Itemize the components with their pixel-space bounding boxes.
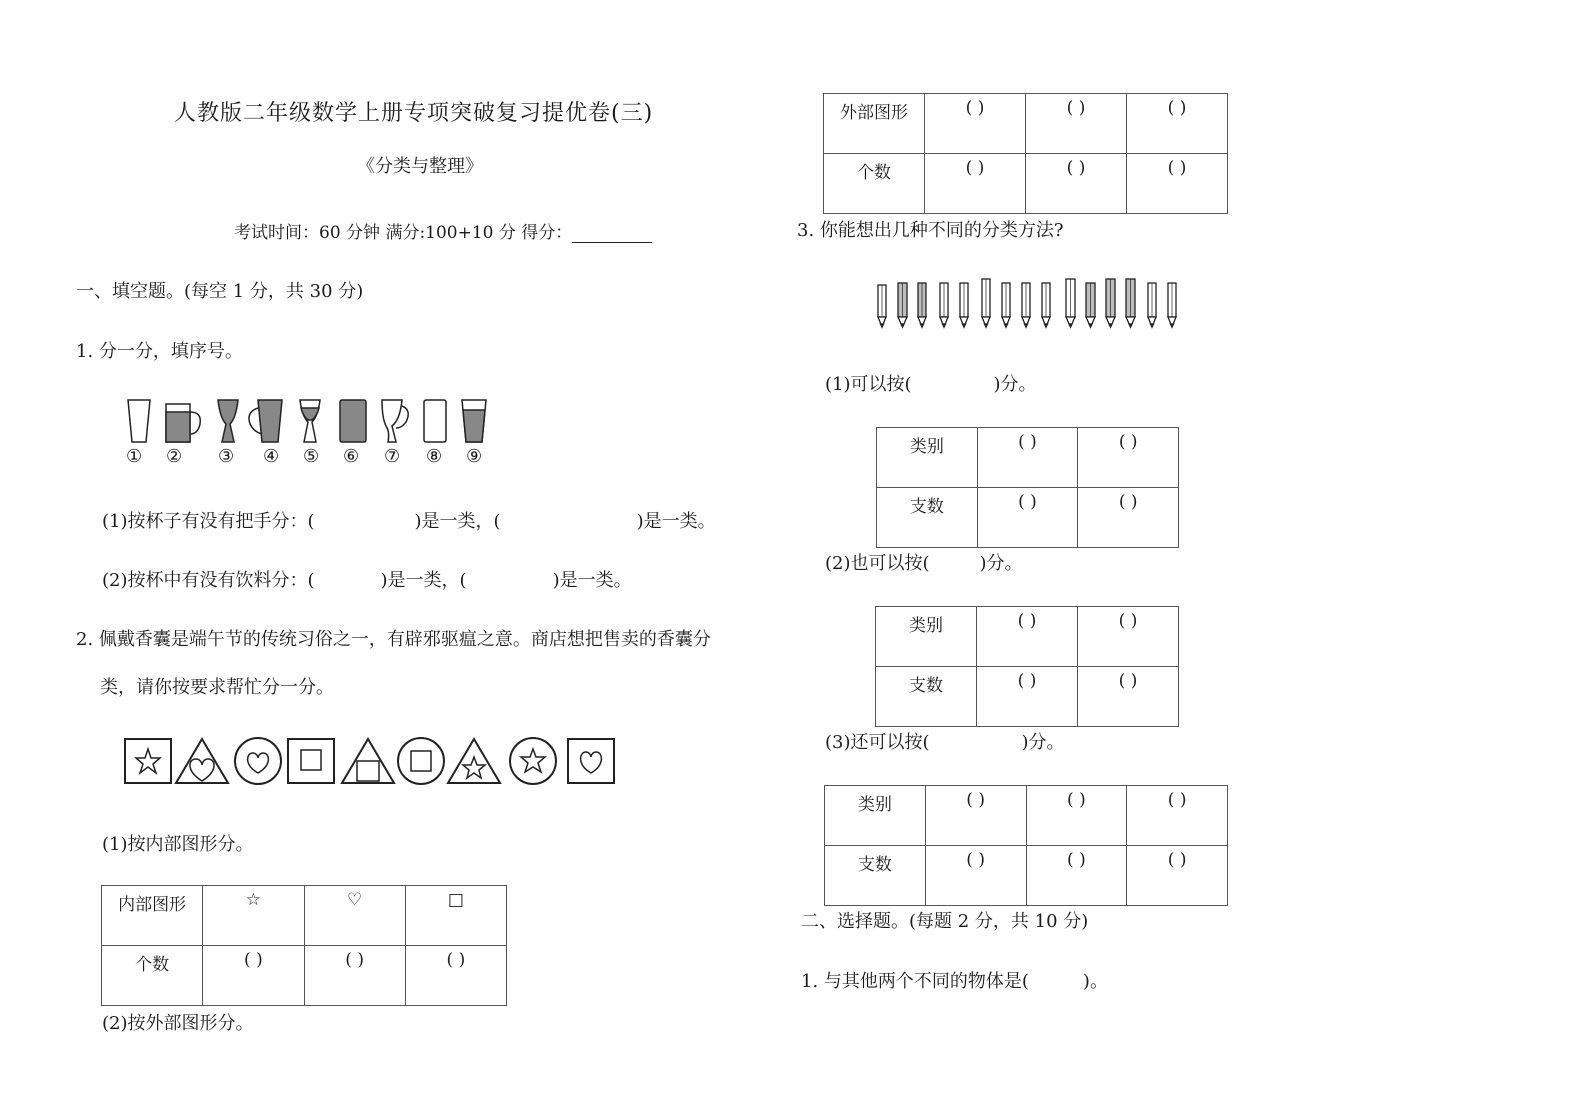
- cup-3: [218, 400, 238, 442]
- table-row: [825, 786, 1228, 846]
- table-row: [877, 428, 1179, 488]
- pencil-8: [1022, 283, 1030, 327]
- table-cell: 类别: [877, 428, 978, 488]
- q1-sub2-start: (2)按杯中有没有饮料分：(: [102, 570, 315, 591]
- triangle-square-sachet: [342, 739, 394, 783]
- table-cell: 外部图形: [824, 94, 925, 154]
- answer-cell[interactable]: ( ): [1078, 428, 1179, 488]
- answer-cell[interactable]: ( ): [1026, 94, 1127, 154]
- q3-sub1-start: (1)可以按(: [825, 374, 912, 395]
- square-star-sachet: [125, 739, 171, 783]
- q2-stem-line1: 2. 佩戴香囊是端午节的传统习俗之一，有辟邪驱瘟之意。商店想把售卖的香囊分: [76, 629, 711, 650]
- q1-stem: 1. 分一分，填序号。: [76, 341, 243, 362]
- answer-cell[interactable]: ( ): [1127, 846, 1228, 906]
- pencil-15: [1168, 283, 1176, 327]
- q1-sub1-start: (1)按杯子有没有把手分：(: [102, 511, 315, 532]
- outer-shape-table: [823, 93, 1228, 214]
- triangle-heart-sachet: [176, 739, 228, 783]
- table-cell: 类别: [876, 607, 977, 667]
- cup-number-2: ②: [166, 446, 183, 467]
- q3-sub2-start: (2)也可以按(: [825, 553, 930, 574]
- q3-sub2: [825, 549, 1023, 575]
- answer-cell[interactable]: ( ): [1026, 154, 1127, 214]
- pencil-5: [960, 283, 968, 327]
- answer-cell[interactable]: ( ): [1078, 488, 1179, 548]
- table-cell: □: [405, 886, 506, 946]
- answer-cell[interactable]: ( ): [1127, 154, 1228, 214]
- q1-sub2-mid: )是一类，(: [380, 570, 467, 591]
- section1-heading: 一、填空题。(每空 1 分，共 30 分): [76, 281, 364, 302]
- q2-sub1: (1)按内部图形分。: [102, 834, 254, 855]
- answer-cell[interactable]: ( ): [1127, 786, 1228, 846]
- section2-q1-end: )。: [1082, 971, 1108, 992]
- q1-sub1: [102, 507, 716, 533]
- answer-cell[interactable]: ( ): [925, 786, 1026, 846]
- cup-number-3: ③: [218, 446, 235, 467]
- table-cell: ♡: [304, 886, 405, 946]
- answer-cell[interactable]: ( ): [925, 154, 1026, 214]
- pencil-9: [1042, 283, 1050, 327]
- square-heart-sachet: [568, 739, 614, 783]
- table-cell: ☆: [203, 886, 304, 946]
- q3-stem: 3. 你能想出几种不同的分类方法?: [797, 220, 1064, 241]
- cup-7: [382, 400, 408, 442]
- cup-number-1: ①: [126, 446, 143, 467]
- pencil-11: [1086, 283, 1095, 327]
- cup-8: [424, 400, 446, 442]
- q3-sub2-end: )分。: [979, 553, 1023, 574]
- table-row: [824, 154, 1228, 214]
- answer-cell[interactable]: ( ): [304, 946, 405, 1006]
- q3-sub1-end: )分。: [993, 374, 1037, 395]
- table-row: [876, 607, 1179, 667]
- answer-cell[interactable]: ( ): [977, 607, 1078, 667]
- pencils-illustration: [876, 277, 1186, 333]
- table-row: [876, 667, 1179, 727]
- answer-cell[interactable]: ( ): [977, 428, 1078, 488]
- score-blank[interactable]: [572, 224, 652, 243]
- section2-q1-start: 1. 与其他两个不同的物体是(: [801, 971, 1029, 992]
- answer-cell[interactable]: ( ): [977, 667, 1078, 727]
- q3-sub3-start: (3)还可以按(: [825, 732, 930, 753]
- pencil-10: [1066, 279, 1075, 327]
- table-row: [825, 846, 1228, 906]
- table-row: [102, 886, 507, 946]
- answer-cell[interactable]: ( ): [925, 846, 1026, 906]
- cup-number-7: ⑦: [384, 446, 401, 467]
- table-row: [824, 94, 1228, 154]
- cup-number-4: ④: [263, 446, 280, 467]
- cup-1: [128, 400, 150, 442]
- q3-sub3-end: )分。: [1021, 732, 1065, 753]
- q1-sub2: [102, 566, 632, 592]
- circle-star-sachet: [510, 738, 556, 784]
- table-cell: 类别: [825, 786, 926, 846]
- pencil-table-2: [875, 606, 1179, 727]
- table-row: [877, 488, 1179, 548]
- pencil-table-1: [876, 427, 1179, 548]
- pencil-6: [982, 279, 990, 327]
- cup-9: [462, 400, 486, 442]
- pencil-7: [1002, 283, 1010, 327]
- answer-cell[interactable]: ( ): [1078, 667, 1179, 727]
- answer-cell[interactable]: ( ): [1078, 607, 1179, 667]
- cup-6: [340, 400, 366, 442]
- table-cell: 支数: [876, 667, 977, 727]
- answer-cell[interactable]: ( ): [405, 946, 506, 1006]
- cup-4: [249, 400, 282, 442]
- table-cell: 支数: [825, 846, 926, 906]
- q3-sub1: [825, 370, 1037, 396]
- cup-number-6: ⑥: [343, 446, 360, 467]
- q3-sub3: [825, 728, 1065, 754]
- section2-q1: [801, 967, 1108, 993]
- cup-5: [300, 400, 320, 442]
- sachet-shapes: [124, 737, 624, 787]
- circle-heart-sachet: [235, 738, 281, 784]
- answer-cell[interactable]: ( ): [1026, 786, 1127, 846]
- cup-number-5: ⑤: [303, 446, 320, 467]
- exam-info: [234, 218, 652, 243]
- circle-square-sachet: [398, 738, 444, 784]
- pencil-table-3: [824, 785, 1228, 906]
- answer-cell[interactable]: ( ): [977, 488, 1078, 548]
- table-cell: 个数: [102, 946, 203, 1006]
- pencil-13: [1126, 279, 1135, 327]
- answer-cell[interactable]: ( ): [1127, 94, 1228, 154]
- q1-sub2-end: )是一类。: [552, 570, 632, 591]
- q2-stem-line2: 类，请你按要求帮忙分一分。: [100, 677, 334, 698]
- triangle-star-sachet: [448, 739, 500, 783]
- q2-sub2: (2)按外部图形分。: [102, 1013, 254, 1034]
- pencil-14: [1148, 283, 1156, 327]
- pencil-12: [1106, 279, 1115, 327]
- pencil-2: [898, 283, 907, 327]
- cup-number-9: ⑨: [466, 446, 483, 467]
- q1-sub1-end: )是一类。: [636, 511, 716, 532]
- table-cell: 个数: [824, 154, 925, 214]
- pencil-4: [940, 283, 948, 327]
- exam-info-text: 考试时间：60 分钟 满分:100+10 分 得分：: [234, 223, 573, 243]
- cup-2: [166, 404, 200, 442]
- table-cell: 内部图形: [102, 886, 203, 946]
- table-row: [102, 946, 507, 1006]
- square-square-sachet: [288, 739, 334, 783]
- pencil-1: [878, 285, 886, 327]
- page-subtitle: 《分类与整理》: [357, 156, 483, 177]
- page-title: 人教版二年级数学上册专项突破复习提优卷(三): [174, 101, 654, 126]
- answer-cell[interactable]: ( ): [925, 94, 1026, 154]
- inner-shape-table: [101, 885, 507, 1006]
- cup-number-list: [126, 446, 506, 470]
- table-cell: 支数: [877, 488, 978, 548]
- q1-sub1-mid: )是一类，(: [414, 511, 501, 532]
- answer-cell[interactable]: ( ): [203, 946, 304, 1006]
- cups-illustration: [120, 398, 500, 446]
- pencil-3: [918, 283, 926, 327]
- section2-heading: 二、选择题。(每题 2 分，共 10 分): [801, 911, 1089, 932]
- cup-number-8: ⑧: [426, 446, 443, 467]
- answer-cell[interactable]: ( ): [1026, 846, 1127, 906]
